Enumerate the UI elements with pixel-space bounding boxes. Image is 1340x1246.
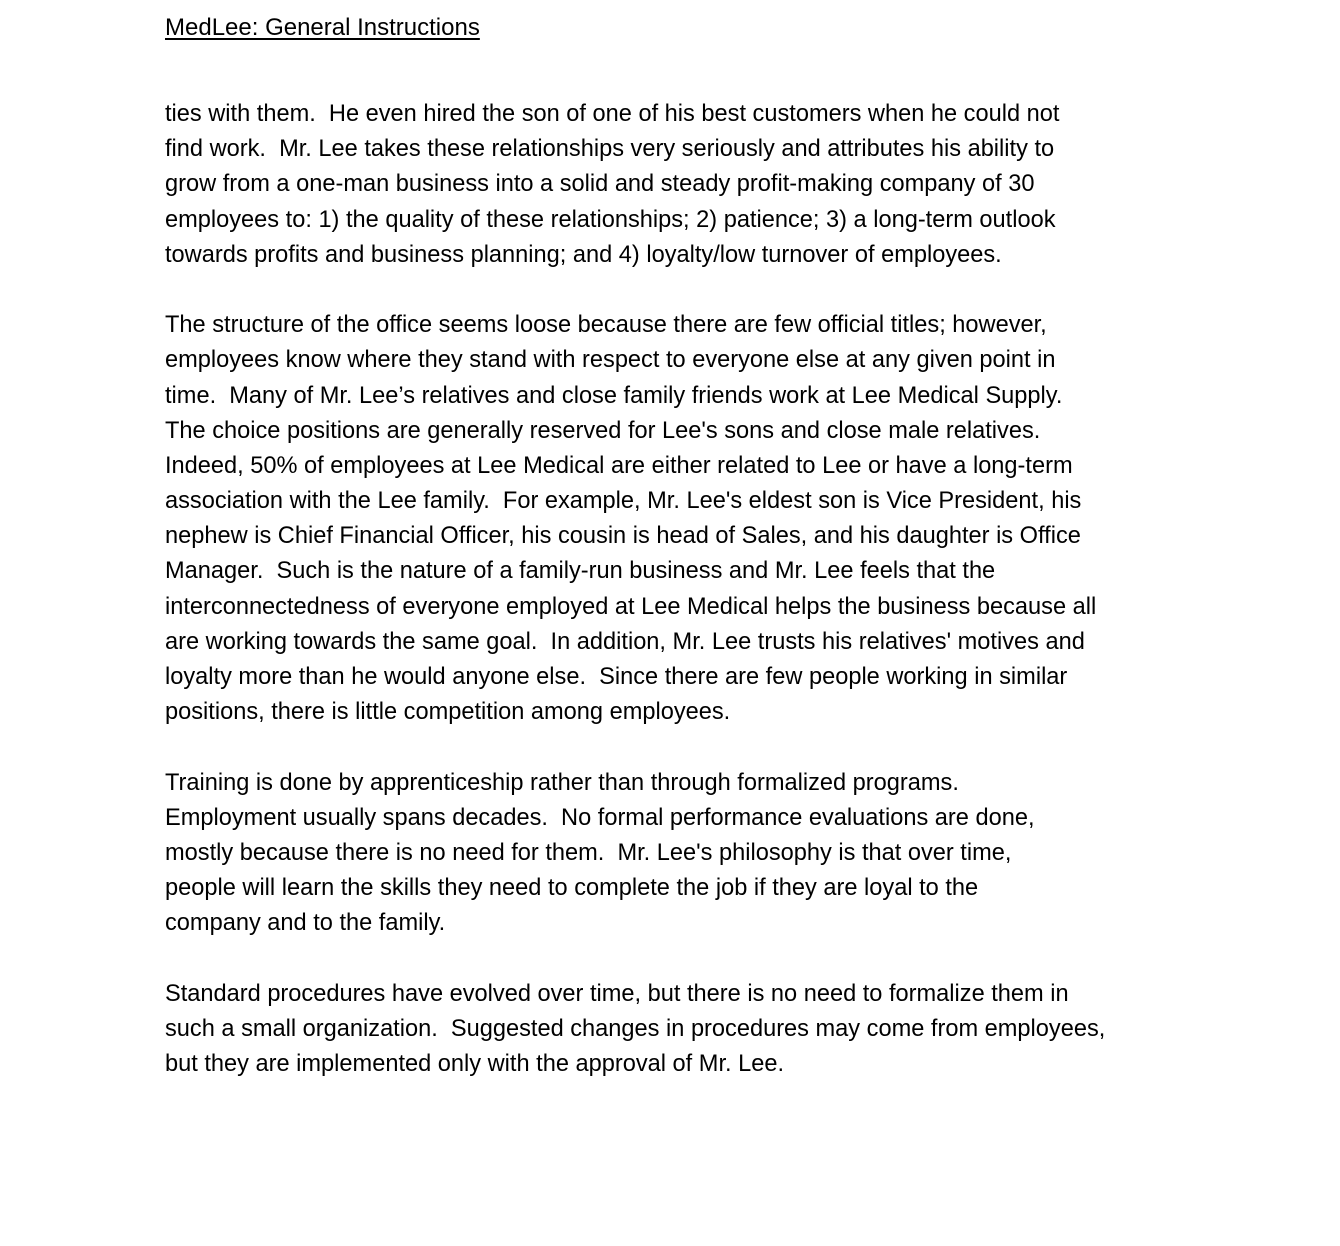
paragraph-spacer xyxy=(165,942,1215,977)
paragraph-1 xyxy=(165,97,1215,273)
text-line: loyalty more than he would anyone else. Since there are few people working in similar xyxy=(165,664,1068,690)
paragraph-spacer xyxy=(165,273,1215,308)
document-body xyxy=(165,97,1215,1082)
document-header-title: MedLee: General Instructions xyxy=(165,14,480,41)
text-line: Employment usually spans decades. No formal performance evaluations are done, xyxy=(165,804,1035,831)
text-line: employees know where they stand with respect to everyone else at any given point in xyxy=(165,347,1056,374)
text-line: time. Many of Mr. Lee’s relatives and close family friends work at Lee Medical Supply. xyxy=(165,382,1063,409)
text-line: but they are implemented only with the approval of Mr. Lee. xyxy=(165,1051,785,1078)
text-line: Training is done by apprenticeship rather than through formalized programs. xyxy=(165,769,959,796)
paragraph-spacer xyxy=(165,730,1215,765)
text-line: The structure of the office seems loose because there are few official titles; however, xyxy=(165,312,1047,339)
text-line: towards profits and business planning; and 4) loyalty/low turnover of employees. xyxy=(165,241,1002,268)
text-line: find work. Mr. Lee takes these relationships very seriously and attributes his ability to xyxy=(165,136,1055,163)
text-line: mostly because there is no need for them. Mr. Lee's philosophy is that over time, xyxy=(165,839,1012,866)
text-line: Manager. Such is the nature of a family-run business and Mr. Lee feels that the xyxy=(165,558,996,585)
text-line: Indeed, 50% of employees at Lee Medical are either related to Lee or have a long-term xyxy=(165,452,1073,479)
text-line: association with the Lee family. For example, Mr. Lee's eldest son is Vice President, his xyxy=(165,488,1082,515)
text-line: nephew is Chief Financial Officer, his cousin is head of Sales, and his daughter is Office xyxy=(165,523,1081,550)
text-line: such a small organization. Suggested changes in procedures may come from employees, xyxy=(165,1015,1106,1042)
paragraph-3 xyxy=(165,766,1215,942)
text-line: grow from a one-man business into a solid and steady profit-making company of 30 xyxy=(165,171,1035,198)
text-line: The choice positions are generally reserved for Lee's sons and close male relatives. xyxy=(165,417,1041,444)
paragraph-4 xyxy=(165,977,1215,1083)
paragraph-2 xyxy=(165,308,1215,730)
text-line: company and to the family. xyxy=(165,910,446,937)
text-line: employees to: 1) the quality of these relationships; 2) patience; 3) a long-term outlook xyxy=(165,206,1056,233)
text-line: are working towards the same goal. In addition, Mr. Lee trusts his relatives' motives and xyxy=(165,628,1085,655)
text-line: people will learn the skills they need to complete the job if they are loyal to the xyxy=(165,875,979,902)
text-line: interconnectedness of everyone employed at Lee Medical helps the business because all xyxy=(165,593,1097,620)
text-line: ties with them. He even hired the son of one of his best customers when he could not xyxy=(165,101,1060,127)
text-line: positions, there is little competition among employees. xyxy=(165,699,731,726)
text-line: Standard procedures have evolved over time, but there is no need to formalize them in xyxy=(165,980,1069,1007)
